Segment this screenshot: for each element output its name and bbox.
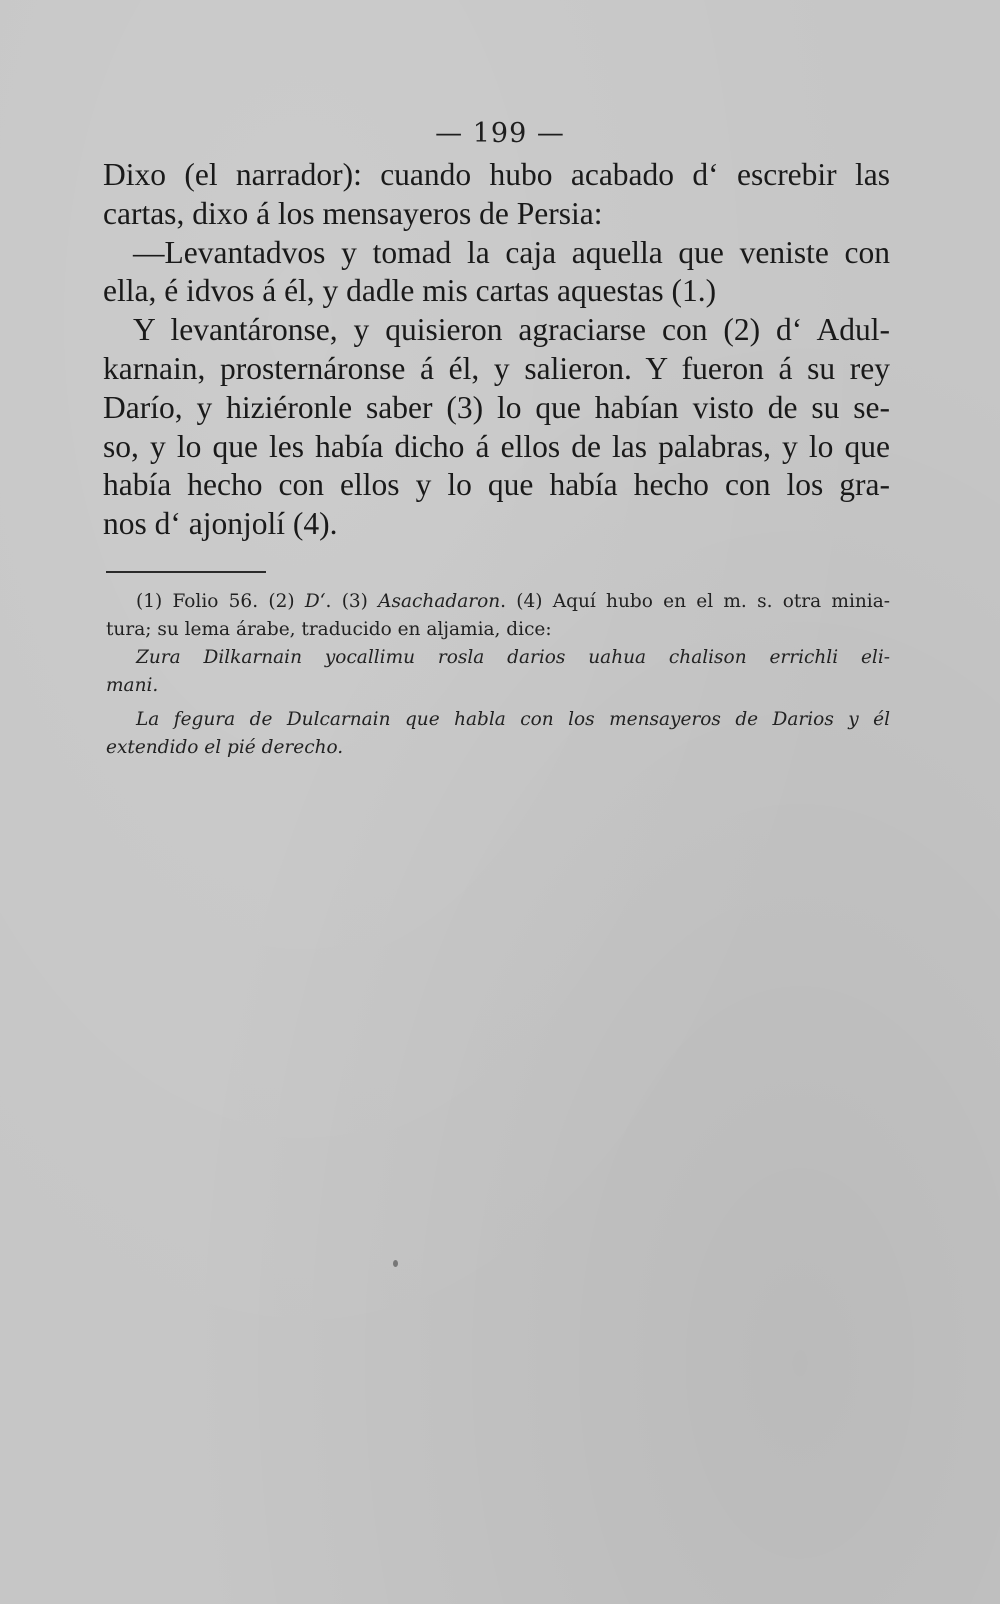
page-number: — 199 — <box>435 118 565 149</box>
footnotes <box>106 588 890 762</box>
main-text <box>103 156 890 544</box>
footnote-italic: D‘ <box>304 591 326 612</box>
text-line: Y levantáronse, y quisieron agraciarse con (2) d‘ Adul- <box>133 312 890 348</box>
text-line: karnain, prosternáronse á él, y salieron. Y fueron á su rey <box>103 350 890 386</box>
text-line: nos d‘ ajonjolí (4). <box>103 506 338 542</box>
paper-speck <box>393 1260 398 1267</box>
text-line: había hecho con ellos y lo que había hecho con los gra- <box>103 467 890 503</box>
footnote-line: La fegura de Dulcarnain que habla con los mensayeros de Darios y él <box>136 709 890 730</box>
footnote-italic: Asachadaron <box>378 591 501 612</box>
footnote-line: extendido el pié derecho. <box>106 737 344 758</box>
footnote-text: . (3) <box>325 591 379 612</box>
text-line: cartas, dixo á los mensayeros de Persia: <box>103 195 603 231</box>
footnote-line: tura; su lema árabe, traducido en aljamia, dice: <box>106 619 552 640</box>
text-line: Darío, y hiziéronle saber (3) lo que habían visto de su se- <box>103 389 890 425</box>
footnote-line: Zura Dilkarnain yocallimu rosla darios uahua chalison errichli eli- <box>136 647 890 668</box>
text-line: ella, é idvos á él, y dadle mis cartas aquestas (1.) <box>103 273 717 309</box>
text-line: —Levantadvos y tomad la caja aquella que veniste con <box>133 234 890 270</box>
text-line: Dixo (el narrador): cuando hubo acabado d‘ escrebir las <box>103 157 890 192</box>
footnote-line: mani. <box>106 675 159 696</box>
footnote-text: . (4) Aquí hubo en el m. s. otra minia- <box>500 591 890 612</box>
footnote-divider <box>106 571 266 573</box>
footnote-text: (1) Folio 56. (2) <box>136 591 305 612</box>
text-line: so, y lo que les había dicho á ellos de las palabras, y lo que <box>103 428 890 464</box>
footnote-line <box>106 588 890 616</box>
